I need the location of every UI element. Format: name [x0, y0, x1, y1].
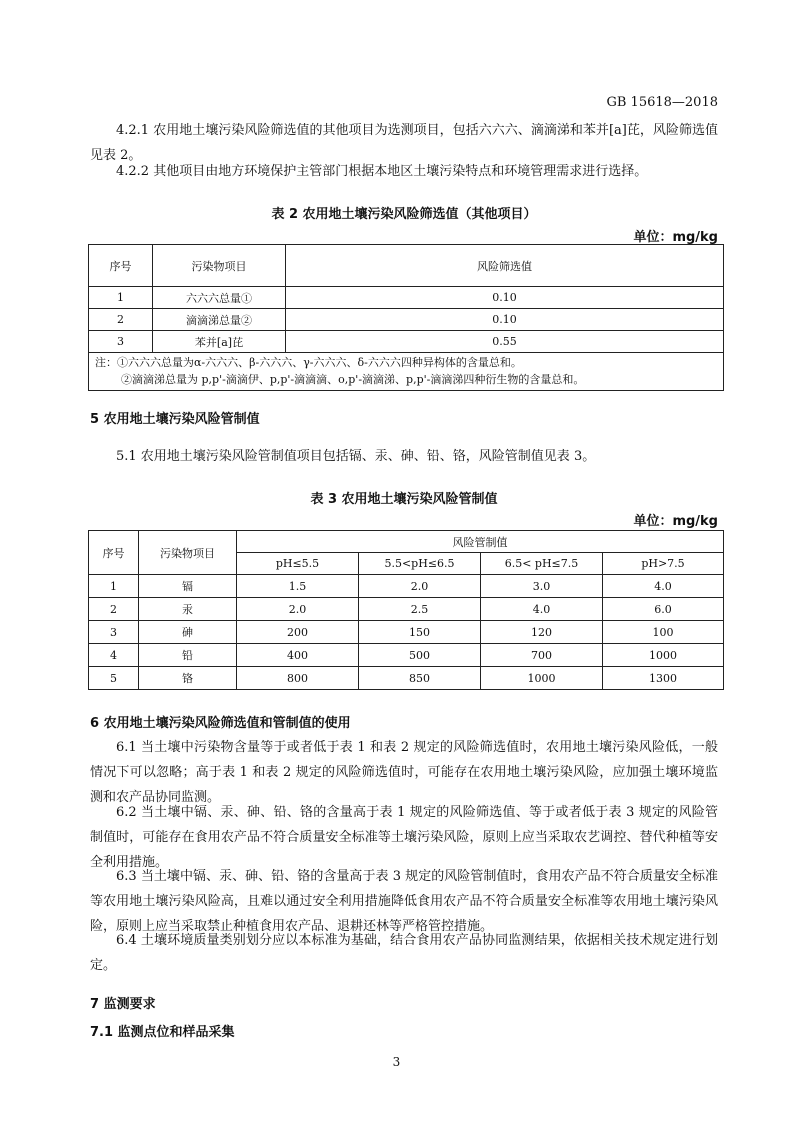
page-number: 3: [392, 1055, 401, 1069]
cell-item: 砷: [139, 621, 237, 644]
table-row: [89, 598, 724, 621]
table-row: [89, 331, 724, 353]
cell-value: 120: [481, 621, 603, 644]
cell-no: 5: [89, 667, 139, 690]
cell-item: 铅: [139, 644, 237, 667]
cell-item: 六六六总量①: [153, 287, 286, 309]
note-1: 注：①六六六总量为α-六六六、β-六六六、γ-六六六、δ-六六六四种异构体的含量总和。: [95, 356, 522, 369]
col-header-screening-value: 风险筛选值: [286, 245, 724, 287]
cell-no: 3: [89, 331, 153, 353]
cell-no: 1: [89, 575, 139, 598]
cell-value: 3.0: [481, 575, 603, 598]
col-header-no: 序号: [89, 245, 153, 287]
cell-value: 1.5: [237, 575, 359, 598]
col-header-no: 序号: [89, 531, 139, 575]
col-header-ph-2: 5.5<pH≤6.5: [359, 553, 481, 575]
table3-unit: 单位：mg/kg: [633, 514, 718, 529]
cell-no: 3: [89, 621, 139, 644]
cell-no: 1: [89, 287, 153, 309]
table2-caption: 表 2 农用地土壤污染风险筛选值（其他项目）: [271, 207, 537, 222]
col-header-ph-4: pH>7.5: [603, 553, 724, 575]
cell-no: 2: [89, 309, 153, 331]
cell-item: 镉: [139, 575, 237, 598]
col-header-item: 污染物项目: [153, 245, 286, 287]
col-header-control-value: 风险管制值: [237, 531, 724, 553]
section7-1-title: 7.1 监测点位和样品采集: [90, 1025, 235, 1040]
paragraph-6-2: 6.2 当土壤中镉、汞、砷、铅、铬的含量高于表 1 规定的风险筛选值、等于或者低于表 3 规定的风险管制值时，可能存在食用农产品不符合质量安全标准等土壤污染风险，原则上应当采取农艺调控、替代种植等安全利用措施。: [90, 805, 718, 870]
table3-header-row: [89, 531, 724, 553]
standard-number: GB 15618—2018: [606, 95, 718, 110]
table2-note-row: [89, 353, 724, 391]
table3-caption: 表 3 农用地土壤污染风险管制值: [310, 492, 498, 507]
cell-value: 2.0: [237, 598, 359, 621]
table2-header-row: [89, 245, 724, 287]
cell-value: 150: [359, 621, 481, 644]
cell-item: 铬: [139, 667, 237, 690]
cell-value: 2.5: [359, 598, 481, 621]
cell-value: 500: [359, 644, 481, 667]
cell-item: 汞: [139, 598, 237, 621]
table-row: [89, 309, 724, 331]
note-2: ②滴滴涕总量为 p,p'-滴滴伊、p,p'-滴滴滴、o,p'-滴滴涕、p,p'-滴滴涕四种衍生物的含量总和。: [121, 373, 585, 386]
cell-value: 2.0: [359, 575, 481, 598]
table-row: [89, 667, 724, 690]
paragraph-6-1: 6.1 当土壤中污染物含量等于或者低于表 1 和表 2 规定的风险筛选值时，农用地土壤污染风险低，一般情况下可以忽略；高于表 1 和表 2 规定的风险筛选值时，可能存在农用地土壤污染风险，应加强土壤环境监测和农产品协同监测。: [90, 740, 718, 805]
section7-title: 7 监测要求: [90, 997, 156, 1012]
cell-value: 200: [237, 621, 359, 644]
table2-unit: 单位：mg/kg: [633, 230, 718, 245]
cell-value: 700: [481, 644, 603, 667]
paragraph-5-1: 5.1 农用地土壤污染风险管制值项目包括镉、汞、砷、铅、铬，风险管制值见表 3。: [116, 449, 596, 464]
table2-note: [89, 353, 724, 391]
cell-value: 400: [237, 644, 359, 667]
paragraph-6-3: 6.3 当土壤中镉、汞、砷、铅、铬的含量高于表 3 规定的风险管制值时，食用农产品不符合质量安全标准等农用地土壤污染风险高，且难以通过安全利用措施降低食用农产品不符合质量安全标准等农用地土壤污染风险，原则上应当采取禁止种植食用农产品、退耕还林等严格管控措施。: [90, 869, 718, 934]
cell-item: 滴滴涕总量②: [153, 309, 286, 331]
paragraph-6-4: 6.4 土壤环境质量类别划分应以本标准为基础，结合食用农产品协同监测结果，依据相关技术规定进行划定。: [90, 933, 718, 973]
table-row: [89, 575, 724, 598]
cell-value: 800: [237, 667, 359, 690]
cell-value: 6.0: [603, 598, 724, 621]
cell-value: 0.10: [286, 309, 724, 331]
paragraph-4-2-2: 4.2.2 其他项目由地方环境保护主管部门根据本地区土壤污染特点和环境管理需求进行选择。: [116, 164, 648, 179]
table-row: [89, 287, 724, 309]
cell-value: 0.10: [286, 287, 724, 309]
cell-value: 1300: [603, 667, 724, 690]
cell-value: 0.55: [286, 331, 724, 353]
cell-value: 1000: [481, 667, 603, 690]
cell-value: 100: [603, 621, 724, 644]
cell-value: 1000: [603, 644, 724, 667]
cell-item: 苯并[a]芘: [153, 331, 286, 353]
section5-title: 5 农用地土壤污染风险管制值: [90, 412, 260, 427]
col-header-item: 污染物项目: [139, 531, 237, 575]
table2: [88, 244, 724, 391]
cell-value: 4.0: [481, 598, 603, 621]
table-row: [89, 621, 724, 644]
col-header-ph-1: pH≤5.5: [237, 553, 359, 575]
cell-value: 850: [359, 667, 481, 690]
paragraph-4-2-1: 4.2.1 农用地土壤污染风险筛选值的其他项目为选测项目，包括六六六、滴滴涕和苯并[a]芘，风险筛选值见表 2。: [90, 123, 718, 163]
col-header-ph-3: 6.5< pH≤7.5: [481, 553, 603, 575]
cell-value: 4.0: [603, 575, 724, 598]
table-row: [89, 644, 724, 667]
cell-no: 4: [89, 644, 139, 667]
cell-no: 2: [89, 598, 139, 621]
table3: [88, 530, 724, 690]
section6-title: 6 农用地土壤污染风险筛选值和管制值的使用: [90, 716, 351, 731]
